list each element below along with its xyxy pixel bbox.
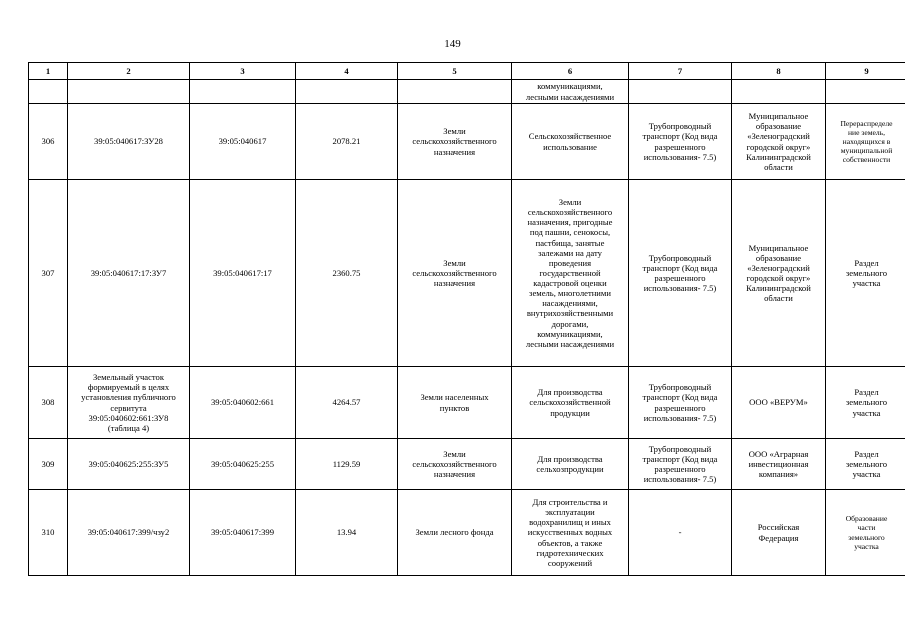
table-cell: ООО «Аграрная инвестиционная компания»	[732, 439, 826, 490]
table-cell	[732, 80, 826, 104]
table-cell	[29, 80, 68, 104]
table-cell: Трубопроводный транспорт (Код вида разрешенного использования- 7.5)	[629, 104, 732, 180]
column-header: 4	[296, 63, 398, 80]
table-cell: 307	[29, 180, 68, 367]
table-cell: 309	[29, 439, 68, 490]
table-cell: 2078.21	[296, 104, 398, 180]
table-cell: Муниципальное образование «Зеленоградский городской округ» Калининградской области	[732, 104, 826, 180]
table-cell: 39:05:040617:399/чзу2	[68, 490, 190, 576]
table-cell: коммуникациями, лесными насаждениями	[512, 80, 629, 104]
column-header: 1	[29, 63, 68, 80]
table-cell: Раздел земельного участка	[826, 439, 905, 490]
table-cell: 39:05:040617:17:ЗУ7	[68, 180, 190, 367]
table-cell: Земли сельскохозяйственного назначения, пригодные под пашни, сенокосы, пастбища, занятые залежами на дату проведения государственной кадастровой оценки земель, многолетними насаждениями, внутрихозяйственными дорогами, коммуникациями, лесными насаждениями	[512, 180, 629, 367]
table-cell: 39:05:040617:17	[190, 180, 296, 367]
table-cell: Земли лесного фонда	[398, 490, 512, 576]
table-cell: Земли сельскохозяйственного назначения	[398, 104, 512, 180]
table-cell: 39:05:040602:661	[190, 367, 296, 439]
table-cell: 39:05:040617	[190, 104, 296, 180]
table-cell: Трубопроводный транспорт (Код вида разрешенного использования- 7.5)	[629, 180, 732, 367]
table-header-row	[29, 63, 905, 80]
table-cell	[629, 80, 732, 104]
table-cell	[296, 80, 398, 104]
table-cell: Земли населенных пунктов	[398, 367, 512, 439]
table-cell: Земли сельскохозяйственного назначения	[398, 439, 512, 490]
page-number: 149	[444, 38, 461, 50]
table-cell: Земли сельскохозяйственного назначения	[398, 180, 512, 367]
table-cell: Для производства сельхозпродукции	[512, 439, 629, 490]
table-cell: Земельный участок формируемый в целях установления публичного сервитута 39:05:040602:661:ЗУ8 (таблица 4)	[68, 367, 190, 439]
table-cell: Раздел земельного участка	[826, 180, 905, 367]
table-cell: 39:05:040625:255	[190, 439, 296, 490]
column-header: 6	[512, 63, 629, 80]
table-cell: 4264.57	[296, 367, 398, 439]
table-cell: Раздел земельного участка	[826, 367, 905, 439]
column-header: 7	[629, 63, 732, 80]
column-header: 5	[398, 63, 512, 80]
table-cell	[398, 80, 512, 104]
column-header: 9	[826, 63, 905, 80]
table-cell	[68, 80, 190, 104]
table-row	[29, 367, 905, 439]
table-cell: 13.94	[296, 490, 398, 576]
table-cell: 39:05:040617:399	[190, 490, 296, 576]
table-row	[29, 180, 905, 367]
table-cell	[826, 80, 905, 104]
table-cell: 39:05:040617:ЗУ28	[68, 104, 190, 180]
table-cell: 310	[29, 490, 68, 576]
column-header: 8	[732, 63, 826, 80]
table-row	[29, 104, 905, 180]
land-plots-table	[28, 62, 905, 576]
table-cell: 308	[29, 367, 68, 439]
table-cell: Сельскохозяйственное использование	[512, 104, 629, 180]
table-cell: Трубопроводный транспорт (Код вида разрешенного использования- 7.5)	[629, 439, 732, 490]
continuation-row	[29, 80, 905, 104]
table-cell: 39:05:040625:255:ЗУ5	[68, 439, 190, 490]
table-cell: 2360.75	[296, 180, 398, 367]
table-cell: Для производства сельскохозяйственной продукции	[512, 367, 629, 439]
table-cell: 1129.59	[296, 439, 398, 490]
column-header: 2	[68, 63, 190, 80]
table-cell: Образование части земельного участка	[826, 490, 905, 576]
table-cell: 306	[29, 104, 68, 180]
table-cell: Российская Федерация	[732, 490, 826, 576]
table-cell: Муниципальное образование «Зеленоградский городской округ» Калининградской области	[732, 180, 826, 367]
table-cell: Для строительства и эксплуатации водохранилищ и иных искусственных водных объектов, а также гидротехнических сооружений	[512, 490, 629, 576]
table-cell	[190, 80, 296, 104]
column-header: 3	[190, 63, 296, 80]
table-cell: Перераспределе ние земель, находящихся в муниципальной собственности	[826, 104, 905, 180]
table-row	[29, 490, 905, 576]
table-cell: Трубопроводный транспорт (Код вида разрешенного использования- 7.5)	[629, 367, 732, 439]
table-cell: -	[629, 490, 732, 576]
table-cell: ООО «ВЕРУМ»	[732, 367, 826, 439]
table-row	[29, 439, 905, 490]
